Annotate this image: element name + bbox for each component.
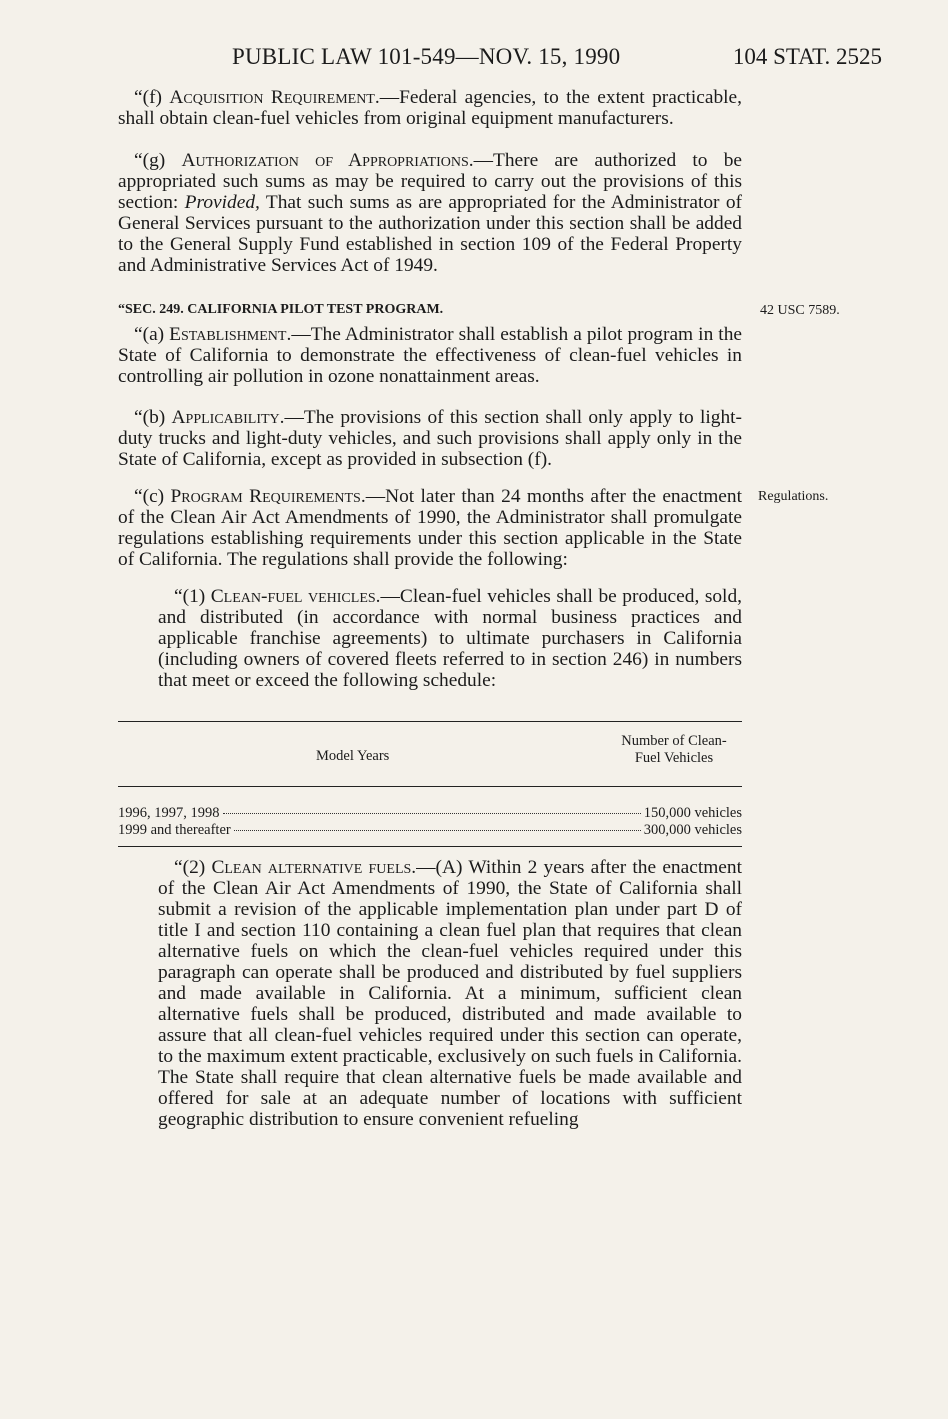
paragraph-c2: “(2) Clean alternative fuels.—(A) Within 2 years after the enactment of the Clean Air Act Amendments of 1990, the State of California shall submit a revision of the applicable implementation plan under part D of title I and section 110 containing a clean fuel plan that requires that clean alternative fuels on which the clean-fuel vehicles required under this paragraph can operate shall be produced and distributed by fuel suppliers and made available in California. At a minimum, sufficient clean alternative fuels shall be produced, distributed and made available to assure that all clean-fuel vehicles required under this section can operate, to the maximum extent practicable, exclusively on such fuels in California. The State shall require that clean alternative fuels be made available and offered for sale at an adequate number of locations with sufficient geographic distribution to ensure convenient refueling xyxy=(158,857,742,1130)
table-header-vehicles: Number of Clean-Fuel Vehicles xyxy=(621,733,727,766)
paragraph-c1-heading: Clean-fuel vehicles. xyxy=(210,586,381,607)
table-cell-years: 1996, 1997, 1998 xyxy=(118,805,220,821)
margin-note-usc: 42 USC 7589. xyxy=(760,303,840,318)
table-bottom-rule xyxy=(118,846,742,847)
paragraph-b-heading: Applicability. xyxy=(171,407,285,428)
paragraph-g: “(g) Authorization of Appropriations.—There are authorized to be appropriated such sums as may be required to carry out the provisions of this section: Provided, That such sums as are appropriated for the Administrator of General Services pursuant to the authorization under this section shall be added to the General Supply Fund established in section 109 of the Federal Property and Administrative Services Act of 1949. xyxy=(118,150,742,276)
paragraph-b: “(b) Applicability.—The provisions of this section shall only apply to light-duty trucks and light-duty vehicles, and such provisions shall apply only in the State of California, except as provided in subsection (f). xyxy=(118,407,742,470)
paragraph-c-heading: Program Requirements. xyxy=(170,486,366,507)
margin-note-regulations: Regulations. xyxy=(758,489,829,504)
paragraph-c1: “(1) Clean-fuel vehicles.—Clean-fuel vehicles shall be produced, sold, and distributed (in accordance with normal business practices and applicable franchise agreements) to ultimate purchasers in California (including owners of covered fleets referred to in section 246) in numbers that meet or exceed the following schedule: xyxy=(158,586,742,691)
table-cell-vehicles: 300,000 vehicles xyxy=(643,822,742,838)
table-cell-years: 1999 and thereafter xyxy=(118,822,231,838)
table-cell-vehicles: 150,000 vehicles xyxy=(643,805,742,821)
paragraph-a: “(a) Establishment.—The Administrator shall establish a pilot program in the State of California to demonstrate the effectiveness of clean-fuel vehicles in controlling air pollution in ozone nonattainment areas. xyxy=(118,324,742,387)
table-top-rule xyxy=(118,721,742,722)
page-header-title: PUBLIC LAW 101-549—NOV. 15, 1990 xyxy=(232,44,621,69)
paragraph-f-heading: Acquisition Requirement. xyxy=(169,87,380,108)
table-leader-dots xyxy=(234,830,641,831)
paragraph-a-heading: Establishment. xyxy=(169,324,292,345)
paragraph-c2-heading: Clean alternative fuels. xyxy=(211,857,417,878)
table-leader-dots xyxy=(223,813,641,814)
page-header-stat: 104 STAT. 2525 xyxy=(732,44,882,69)
table-header-model-years: Model Years xyxy=(316,748,390,764)
table-header-rule xyxy=(118,786,742,787)
table-row xyxy=(118,805,742,822)
paragraph-g-heading: Authorization of Appropriations. xyxy=(181,150,474,171)
section-249-heading: “SEC. 249. CALIFORNIA PILOT TEST PROGRAM. xyxy=(118,302,444,317)
paragraph-f: “(f) Acquisition Requirement.—Federal agencies, to the extent practicable, shall obtain clean-fuel vehicles from original equipment manufacturers. xyxy=(118,87,742,129)
table-row xyxy=(118,822,742,839)
paragraph-c: “(c) Program Requirements.—Not later than 24 months after the enactment of the Clean Air Act Amendments of 1990, the Administrator shall promulgate regulations establishing requirements under this section applicable in the State of California. The regulations shall provide the following: xyxy=(118,486,742,570)
